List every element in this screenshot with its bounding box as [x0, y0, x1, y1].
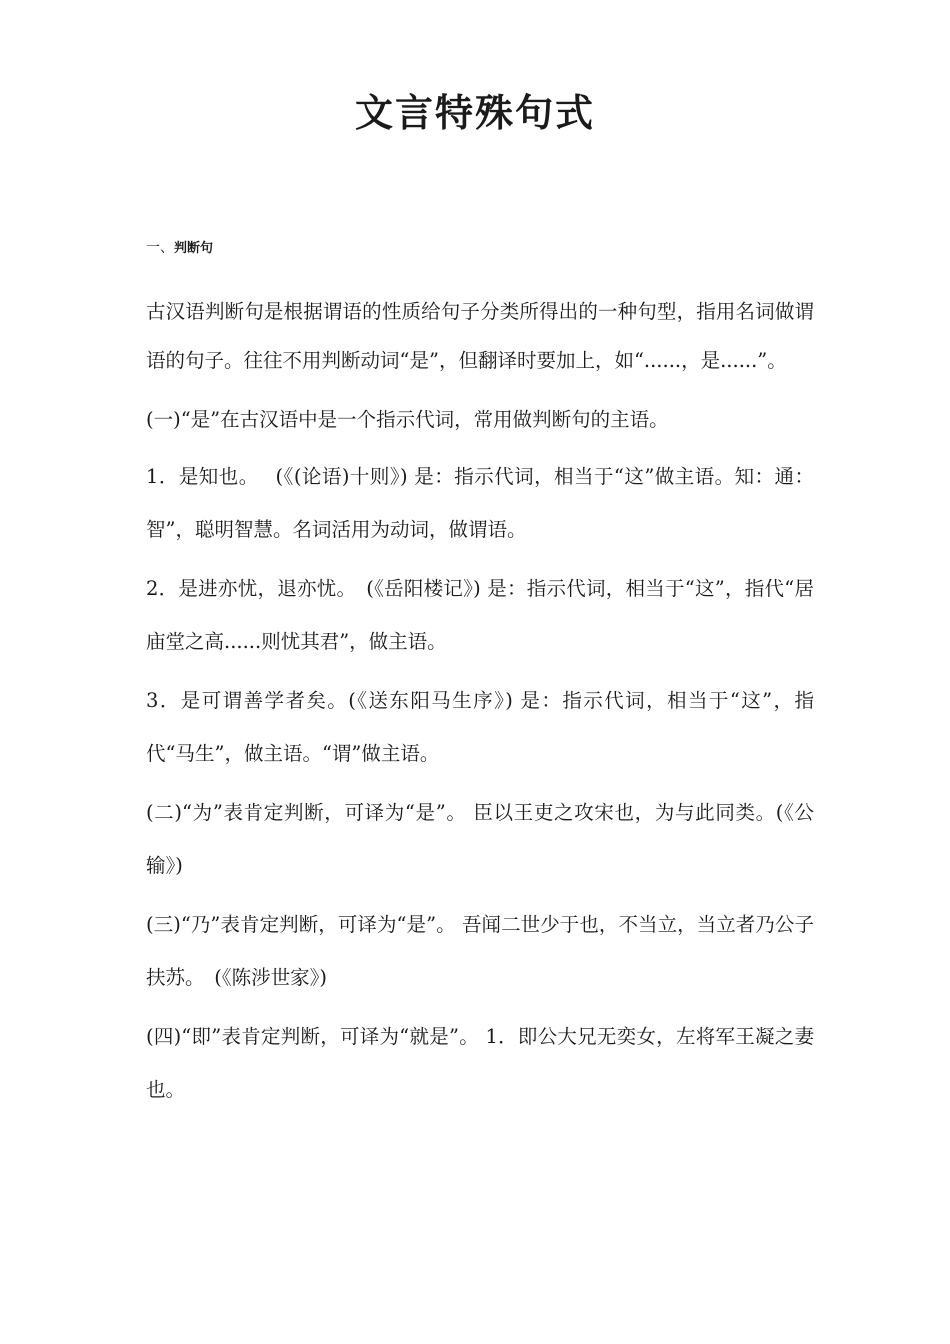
paragraph-point-1: (一)“是”在古汉语中是一个指示代词，常用做判断句的主语。	[146, 408, 669, 431]
section-number: 一、	[146, 240, 174, 256]
paragraph-example-2: 2．是进亦忧，退亦忧。 (《岳阳楼记》) 是：指示代词，相当于“这”，指代“居庙堂之高......则忧其君”，做主语。	[146, 577, 814, 653]
document-body	[146, 287, 814, 1116]
paragraph-intro: 古汉语判断句是根据谓语的性质给句子分类所得出的一种句型，指用名词做谓语的句子。往往不用判断动词“是”，但翻译时要加上，如“......，是......”。	[146, 300, 814, 372]
paragraph-point-3: (三)“乃”表肯定判断，可译为“是”。 吾闻二世少于也，不当立，当立者乃公子扶苏。 (《陈涉世家》)	[146, 913, 814, 989]
section-heading	[146, 238, 213, 259]
paragraph-example-3: 3．是可谓善学者矣。(《送东阳马生序》) 是：指示代词，相当于“这”，指代“马生”，做主语。“谓”做主语。	[146, 689, 814, 765]
document-title: 文言特殊句式	[354, 90, 595, 135]
paragraph-example-1: 1．是知也。 (《(论语)十则》) 是：指示代词，相当于“这”做主语。知：通：智”，聪明智慧。名词活用为动词，做谓语。	[146, 465, 814, 541]
section-label: 判断句	[174, 241, 214, 256]
paragraph-point-2: (二)“为”表肯定判断，可译为“是”。 臣以王吏之攻宋也，为与此同类。(《公输》)	[146, 801, 814, 877]
paragraph-point-4: (四)“即”表肯定判断，可译为“就是”。 1．即公大兄无奕女，左将军王凝之妻也。	[146, 1025, 814, 1101]
